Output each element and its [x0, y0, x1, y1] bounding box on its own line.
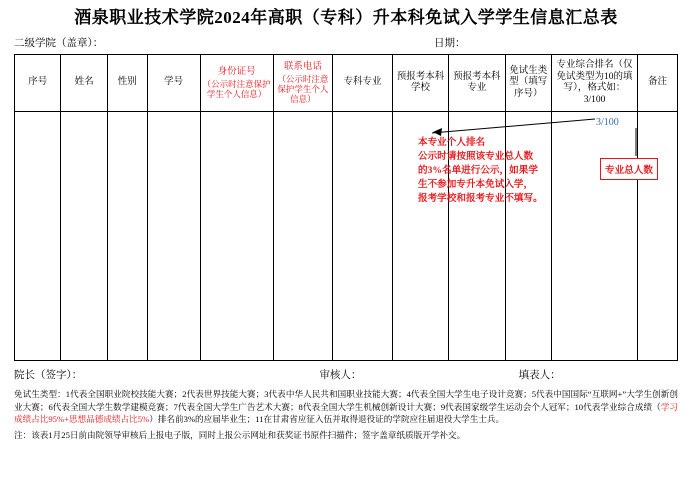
cell-phone[interactable] — [273, 112, 333, 361]
col-header-major-rank-label: 专业综合排名（仅免试类型为10的填写），格式如：3/100 — [556, 59, 633, 106]
notes-types-body-2b: ）排名前3%的应届毕业生；11在甘肃省应征入伍并取得退役证的学院应往届退役大学生士兵。 — [149, 414, 505, 425]
red-note-line-3: 的3%名单进行公示，如果学 — [418, 164, 538, 176]
col-header-name — [61, 55, 107, 112]
cell-college-major[interactable] — [333, 112, 393, 361]
cell-remark[interactable] — [638, 112, 678, 361]
red-note-line-4: 生不参加专升本免试入学， — [418, 178, 534, 190]
col-header-target-school-label: 预报考本科学校 — [396, 71, 445, 94]
reminder-note: 注：该表1月25日前由院领导审核后上报电子版，同时上报公示网址和获奖证书原件扫描件；签字盖章纸质版开学补交。 — [14, 429, 466, 440]
cell-major-rank[interactable] — [551, 112, 637, 361]
col-header-target-major — [449, 55, 505, 112]
notes-types-body-1: 1代表全国职业院校技能大赛；2代表世界技能大赛；3代表中华人民共和国职业技能大赛；4代表全国大学生电子设计竞赛；5代表中国国际“互联网+”大学生创新创业大赛；6代表全国大学生数学建模竞赛；7代表全国大学生广告艺术大赛；8代表全国大学生机械创新设计大赛；9代表国家级学生运动会个人冠军； — [14, 389, 678, 412]
col-header-id-card-label: 身份证号 — [217, 67, 256, 78]
total-students-callout: 专业总人数 — [600, 158, 658, 180]
notes-types-body-2a: 10代表学业综合成绩（ — [574, 401, 661, 412]
notes-types-body-2-red: 学习成绩占比95%+思想品德成绩占比5% — [14, 401, 678, 425]
notes-types-prefix: 免试生类型： — [14, 389, 66, 400]
table-row[interactable] — [15, 112, 678, 361]
table-header-row — [15, 55, 678, 112]
col-header-id-card-note: （公示时注意保护学生个人信息） — [202, 79, 271, 100]
col-header-name-label: 姓名 — [74, 77, 94, 88]
red-note-line-1: 本专业个人排名 — [418, 137, 486, 148]
reviewer-label: 审核人： — [319, 370, 362, 382]
col-header-gender-label: 性别 — [117, 77, 137, 88]
col-header-remark-label: 备注 — [648, 77, 668, 88]
col-header-index-label: 序号 — [28, 77, 48, 88]
col-header-target-school — [392, 55, 448, 112]
red-instruction-note — [418, 136, 543, 206]
col-header-exemption-type — [505, 55, 551, 112]
col-header-index — [15, 55, 61, 112]
student-info-table — [14, 54, 678, 361]
cell-id-card[interactable] — [200, 112, 273, 361]
page-title: 酒泉职业技术学院2024年高职（专科）升本科免试入学学生信息汇总表 — [74, 8, 618, 27]
cell-gender[interactable] — [107, 112, 147, 361]
dean-signature-label: 院长（签字）： — [14, 370, 83, 382]
signature-row — [14, 361, 678, 386]
col-header-exemption-type-label: 免试生类型（填写序号） — [509, 65, 548, 100]
col-header-remark — [638, 55, 678, 112]
cell-name[interactable] — [61, 112, 107, 361]
filler-label: 填表人： — [518, 370, 561, 382]
col-header-college-major — [333, 55, 393, 112]
col-header-gender — [107, 55, 147, 112]
college-stamp-label: 二级学院（盖章）： — [14, 38, 104, 50]
col-header-id-card — [200, 55, 273, 112]
red-note-line-2: 公示时请按照该专业总人数 — [418, 150, 534, 162]
col-header-student-id-label: 学号 — [164, 77, 184, 88]
col-header-target-major-label: 预报考本科专业 — [453, 71, 501, 94]
col-header-college-major-label: 专科专业 — [343, 77, 382, 88]
meta-row — [14, 34, 678, 54]
red-note-line-5: 报考学校和报考专业不填写。 — [418, 192, 543, 204]
col-header-major-rank — [551, 55, 637, 112]
col-header-phone — [273, 55, 333, 112]
rank-example-annotation: 3/100 — [596, 117, 619, 128]
col-header-phone-note: （公示时注意保护学生个人信息） — [277, 74, 329, 105]
cell-index[interactable] — [15, 112, 61, 361]
date-label: 日期： — [434, 38, 466, 50]
col-header-phone-label: 联系电话 — [283, 62, 322, 73]
col-header-student-id — [147, 55, 200, 112]
notes-paragraph — [14, 388, 678, 425]
cell-student-id[interactable] — [147, 112, 200, 361]
notes-section — [14, 386, 678, 425]
